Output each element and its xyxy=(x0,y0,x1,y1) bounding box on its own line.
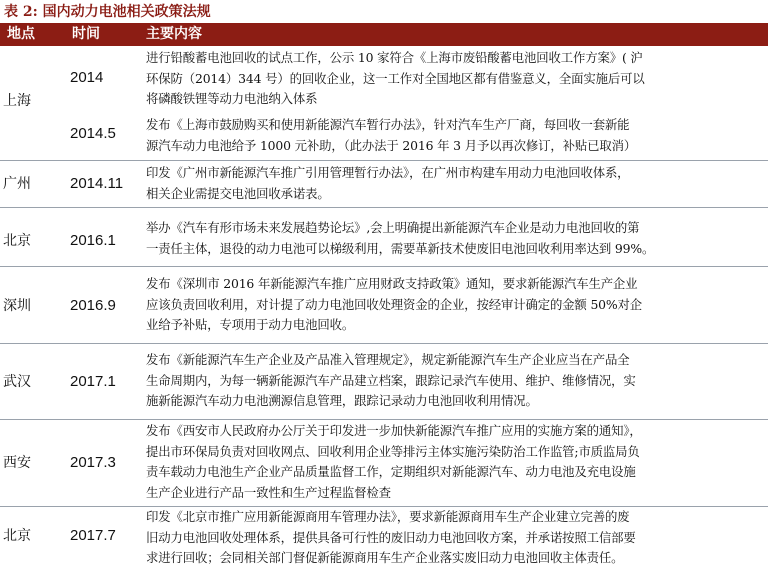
content-cell xyxy=(146,163,763,204)
time-cell: 2014 xyxy=(70,69,104,86)
location-cell: 上海 xyxy=(3,93,31,109)
time-cell: 2017.3 xyxy=(70,454,116,471)
content-line: 发布《西安市人民政府办公厅关于印发进一步加快新能源汽车推广应用的实施方案的通知》， xyxy=(146,423,642,438)
location-cell: 北京 xyxy=(3,233,31,249)
content-cell xyxy=(146,507,763,569)
content-line: 举办《汽车有形市场未来发展趋势论坛》,会上明确提出新能源汽车企业是动力电池回收的第 xyxy=(146,220,640,235)
content-line: 发布《上海市鼓励购买和使用新能源汽车暂行办法》，针对汽车生产厂商，每回收一套新能 xyxy=(146,117,630,132)
content-line: 环保防（2014）344 号）的回收企业，这一工作对全国地区都有借鉴意义，全面实施后可以 xyxy=(146,70,645,86)
content-line: 进行铅酸蓄电池回收的试点工作，公示 10 家符合《上海市废铅酸蓄电池回收工作方案》( 沪 xyxy=(146,50,643,65)
time-cell: 2016.9 xyxy=(70,297,116,314)
content-cell xyxy=(146,115,763,156)
content-line: 一责任主体，退役的动力电池可以梯级利用，需要革新技术使废旧电池回收利用率达到 99%。 xyxy=(146,240,655,256)
content-line: 业给予补贴，专项用于动力电池回收。 xyxy=(146,317,355,332)
table-row xyxy=(0,267,768,344)
content-line: 生命周期内，为每一辆新能源汽车产品建立档案，跟踪记录汽车使用、维护、维修情况，实 xyxy=(146,372,636,388)
content-line: 应该负责回收利用，对计提了动力电池回收处理资金的企业，按经审计确定的金额 50%对企 xyxy=(146,296,643,312)
content-line: 发布《深圳市 2016 年新能源汽车推广应用财政支持政策》通知，要求新能源汽车生产企业 xyxy=(146,276,638,291)
content-line: 相关企业需提交电池回收承诺表。 xyxy=(146,185,330,201)
location-cell: 武汉 xyxy=(3,374,31,390)
content-cell xyxy=(146,274,763,336)
table-row xyxy=(0,161,768,208)
table-row xyxy=(0,46,768,112)
content-line: 求进行回收；会同相关部门督促新能源商用车生产企业落实废旧动力电池回收主体责任。 xyxy=(146,550,624,565)
table-region-shanghai xyxy=(0,46,768,161)
table-title: 表 2: 国内动力电池相关政策法规 xyxy=(4,4,211,20)
content-line: 提出市环保局负责对回收网点、回收利用企业等排污主体实施污染防治工作监管;市质监局负 xyxy=(146,443,640,459)
content-line: 印发《广州市新能源汽车推广引用管理暂行办法》，在广州市构建车用动力电池回收体系， xyxy=(146,165,630,180)
location-cell: 广州 xyxy=(3,176,31,192)
content-line: 源汽车动力电池给予 1000 元补助，（此办法于 2016 年 3 月予以再次修订，补贴已取消） xyxy=(146,137,637,153)
header-time: 时间 xyxy=(72,26,100,42)
content-line: 发布《新能源汽车生产企业及产品准入管理规定》，规定新能源汽车生产企业应当在产品全 xyxy=(146,352,630,367)
table-row xyxy=(0,420,768,507)
content-cell xyxy=(146,421,763,503)
header-content: 主要内容 xyxy=(146,26,202,42)
table-row xyxy=(0,507,768,567)
header-location: 地点 xyxy=(7,26,35,42)
location-cell: 深圳 xyxy=(3,298,31,314)
time-cell: 2014.11 xyxy=(70,175,124,192)
table-row xyxy=(0,113,768,159)
content-cell xyxy=(146,350,763,412)
content-line: 责车载动力电池生产企业产品质量监督工作，定期组织对新能源汽车、动力电池及充电设施 xyxy=(146,464,636,479)
content-line: 印发《北京市推广应用新能源商用车管理办法》，要求新能源商用车生产企业建立完善的废 xyxy=(146,509,630,524)
content-line: 旧动力电池回收处理体系，提供具备可行性的废旧动力电池回收方案，并承诺按照工信部要 xyxy=(146,529,636,545)
content-line: 将磷酸铁锂等动力电池纳入体系 xyxy=(146,91,318,106)
time-cell: 2017.1 xyxy=(70,373,116,390)
location-cell: 西安 xyxy=(3,455,31,471)
time-cell: 2014.5 xyxy=(70,125,116,142)
table-row xyxy=(0,208,768,267)
table-header xyxy=(0,23,768,46)
location-cell: 北京 xyxy=(3,528,31,544)
content-cell xyxy=(146,218,763,259)
time-cell: 2016.1 xyxy=(70,232,116,249)
content-line: 生产企业进行产品一致性和生产过程监督检查 xyxy=(146,484,391,500)
content-cell xyxy=(146,48,763,110)
time-cell: 2017.7 xyxy=(70,527,116,544)
content-line: 施新能源汽车动力电池溯源信息管理，跟踪记录动力电池回收利用情况。 xyxy=(146,393,538,408)
table-row xyxy=(0,344,768,420)
